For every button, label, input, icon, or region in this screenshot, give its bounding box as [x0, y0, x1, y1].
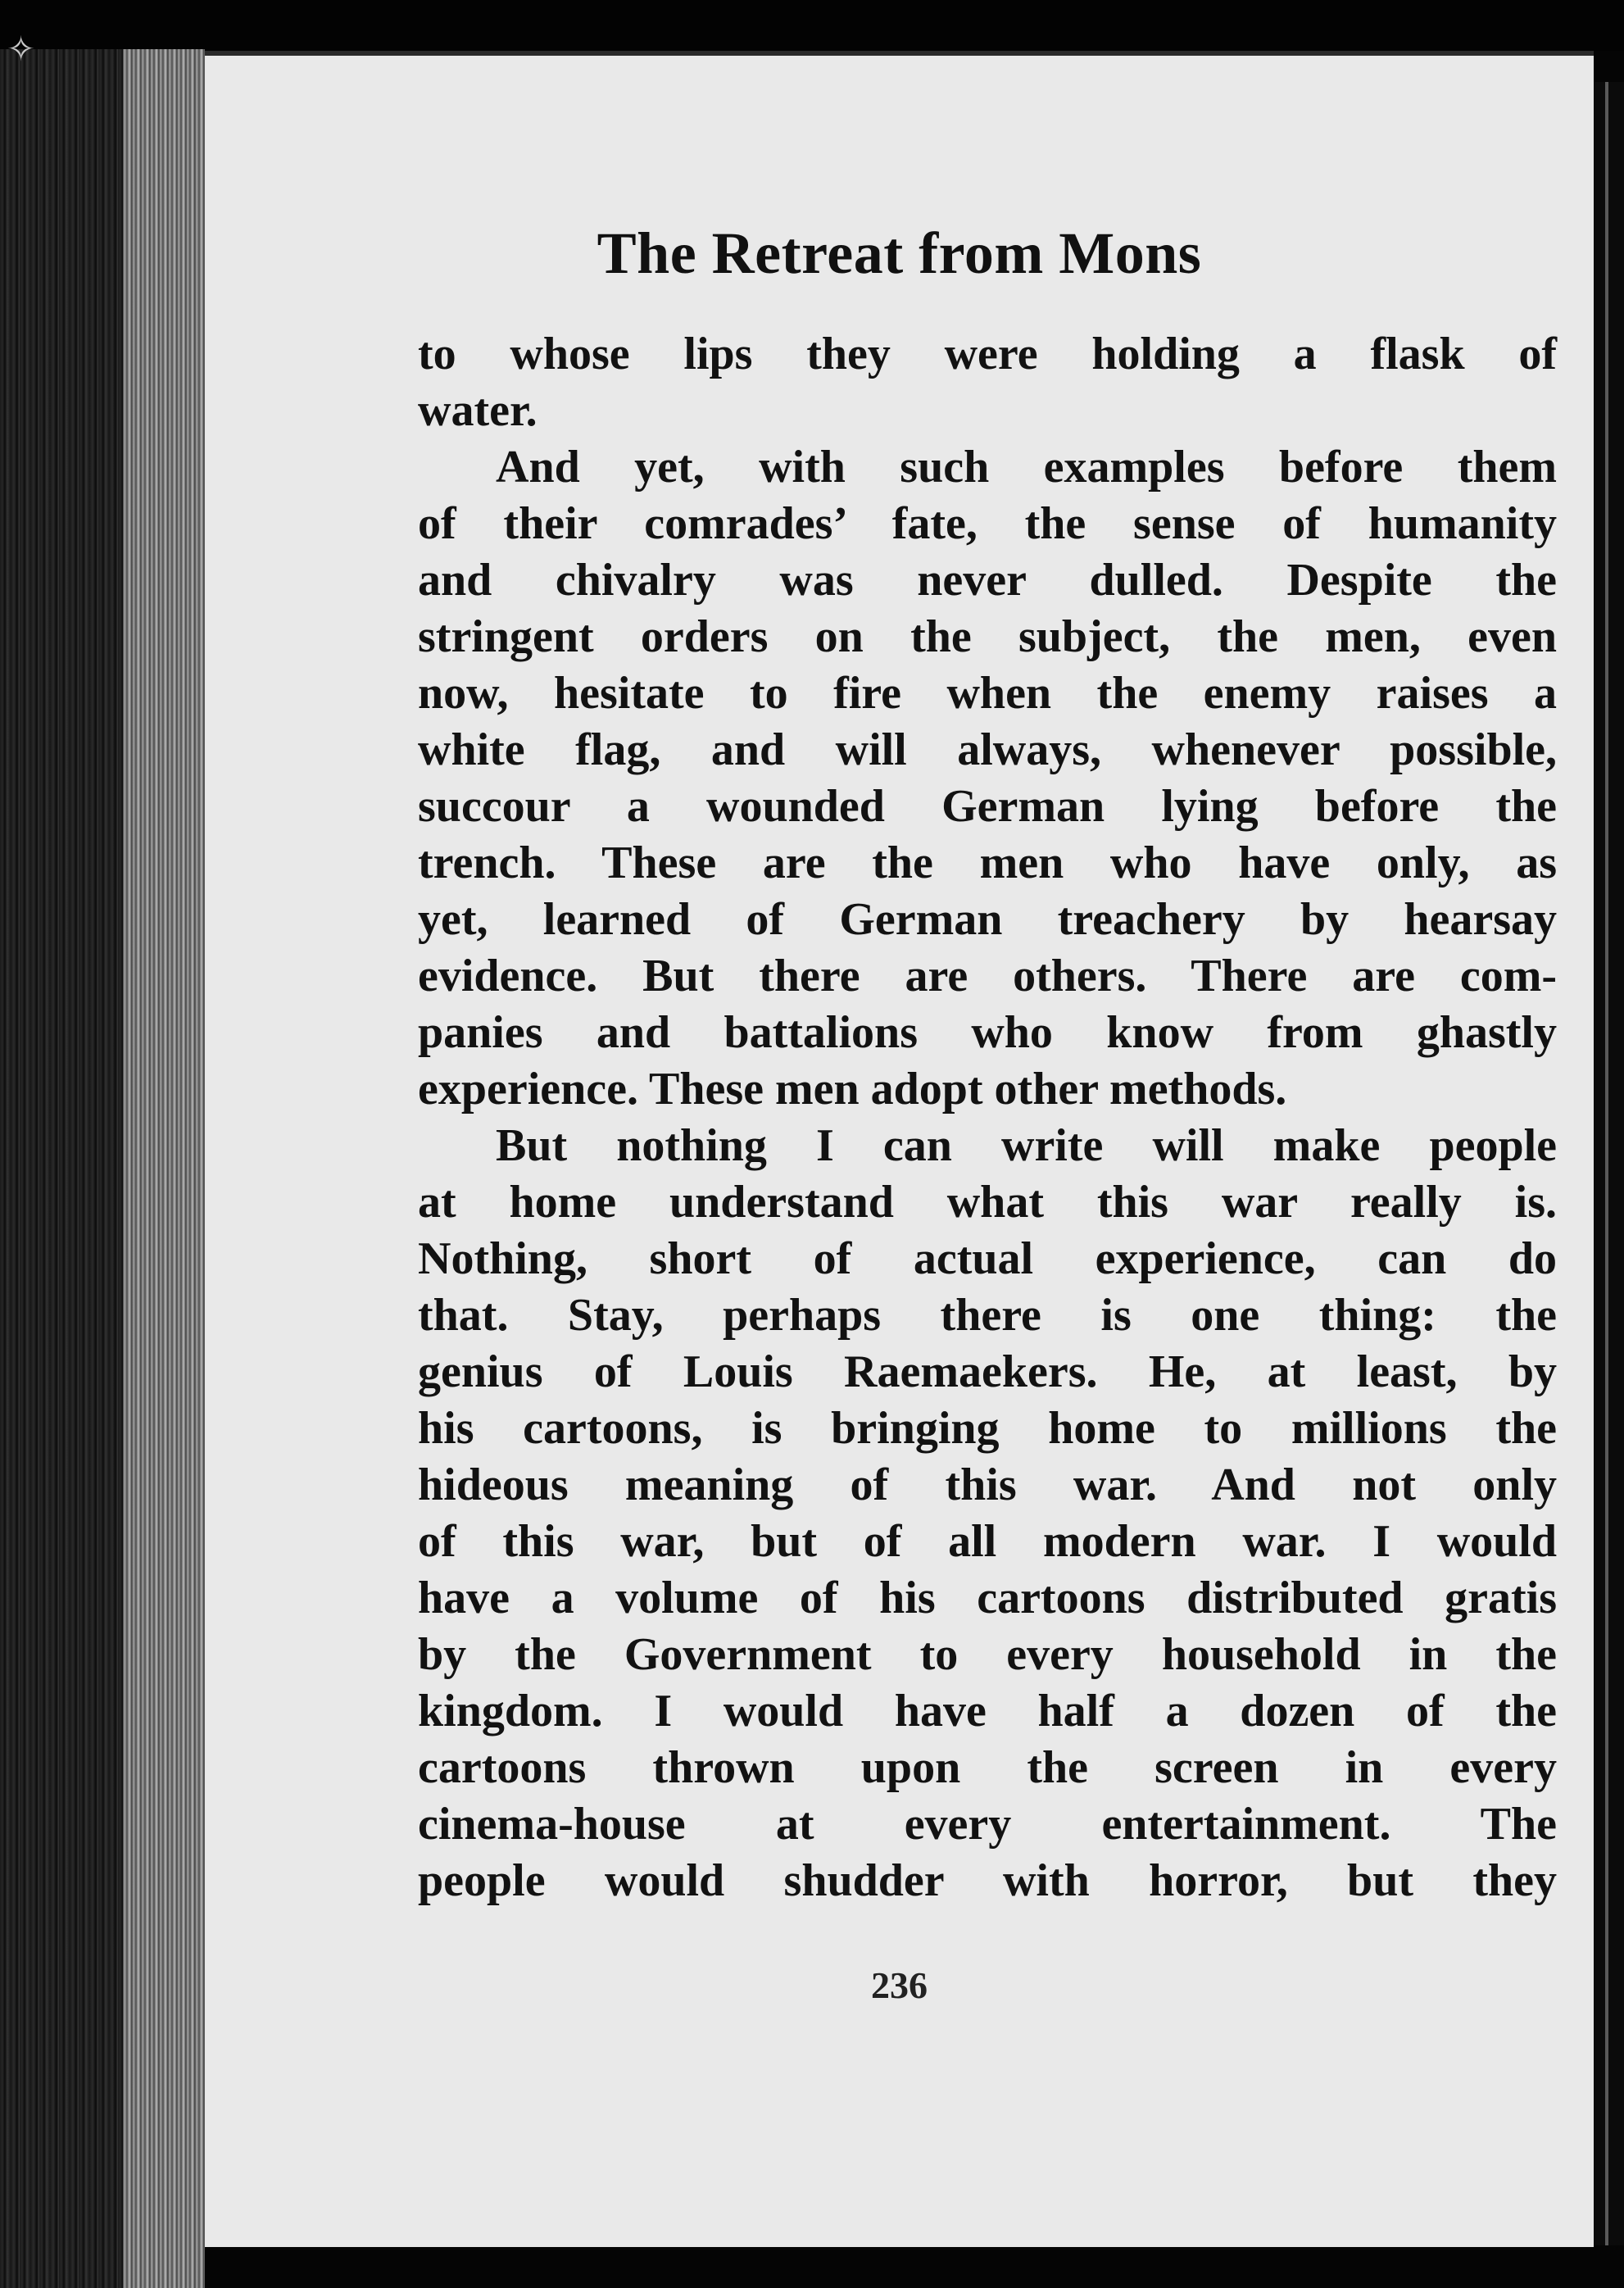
text-line: And yet, with such examples before them — [496, 442, 1557, 493]
book-page — [205, 51, 1594, 2247]
text-line: at home understand what this war really is. — [418, 1177, 1557, 1228]
text-line: water. — [418, 385, 538, 436]
text-line: cinema-house at every entertainment. The — [418, 1799, 1557, 1850]
text-line: cartoons thrown upon the screen in every — [418, 1742, 1557, 1793]
text-line: white flag, and will always, whenever possible, — [418, 724, 1557, 775]
text-line: his cartoons, is bringing home to millions the — [418, 1403, 1557, 1454]
text-line: have a volume of his cartoons distributed gratis — [418, 1573, 1557, 1623]
text-line: people would shudder with horror, but they — [418, 1855, 1557, 1906]
text-line: by the Government to every household in the — [418, 1629, 1557, 1680]
page-number: 236 — [871, 1964, 928, 2006]
text-line: stringent orders on the subject, the men, even — [418, 611, 1557, 662]
text-line: succour a wounded German lying before the — [418, 781, 1557, 832]
scan-top-border — [0, 0, 1624, 51]
text-line: But nothing I can write will make people — [496, 1120, 1557, 1171]
text-line: to whose lips they were holding a flask of — [418, 329, 1557, 379]
text-line: hideous meaning of this war. And not only — [418, 1460, 1557, 1510]
text-line: Nothing, short of actual experience, can do — [418, 1233, 1557, 1284]
text-line: yet, learned of German treachery by hearsay — [418, 894, 1557, 945]
text-line: that. Stay, perhaps there is one thing: the — [418, 1290, 1557, 1341]
running-title: The Retreat from Mons — [597, 220, 1202, 286]
book-spine-edge — [0, 49, 205, 2288]
text-line: evidence. But there are others. There are com- — [418, 951, 1557, 1001]
text-line: of this war, but of all modern war. I would — [418, 1516, 1557, 1567]
text-line: of their comrades’ fate, the sense of humanity — [418, 498, 1557, 549]
text-line: experience. These men adopt other methods. — [418, 1064, 1287, 1114]
scan-corner-mark-icon: ✧ — [7, 31, 36, 69]
body-text — [418, 326, 1557, 1909]
text-line: and chivalry was never dulled. Despite the — [418, 555, 1557, 606]
text-line: panies and battalions who know from ghastly — [418, 1007, 1557, 1058]
text-line: trench. These are the men who have only, as — [418, 838, 1557, 888]
scan-right-border — [1594, 82, 1624, 2245]
text-line: now, hesitate to fire when the enemy raises a — [418, 668, 1557, 719]
text-line: genius of Louis Raemaekers. He, at least, by — [418, 1346, 1557, 1397]
text-line: kingdom. I would have half a dozen of the — [418, 1686, 1557, 1736]
